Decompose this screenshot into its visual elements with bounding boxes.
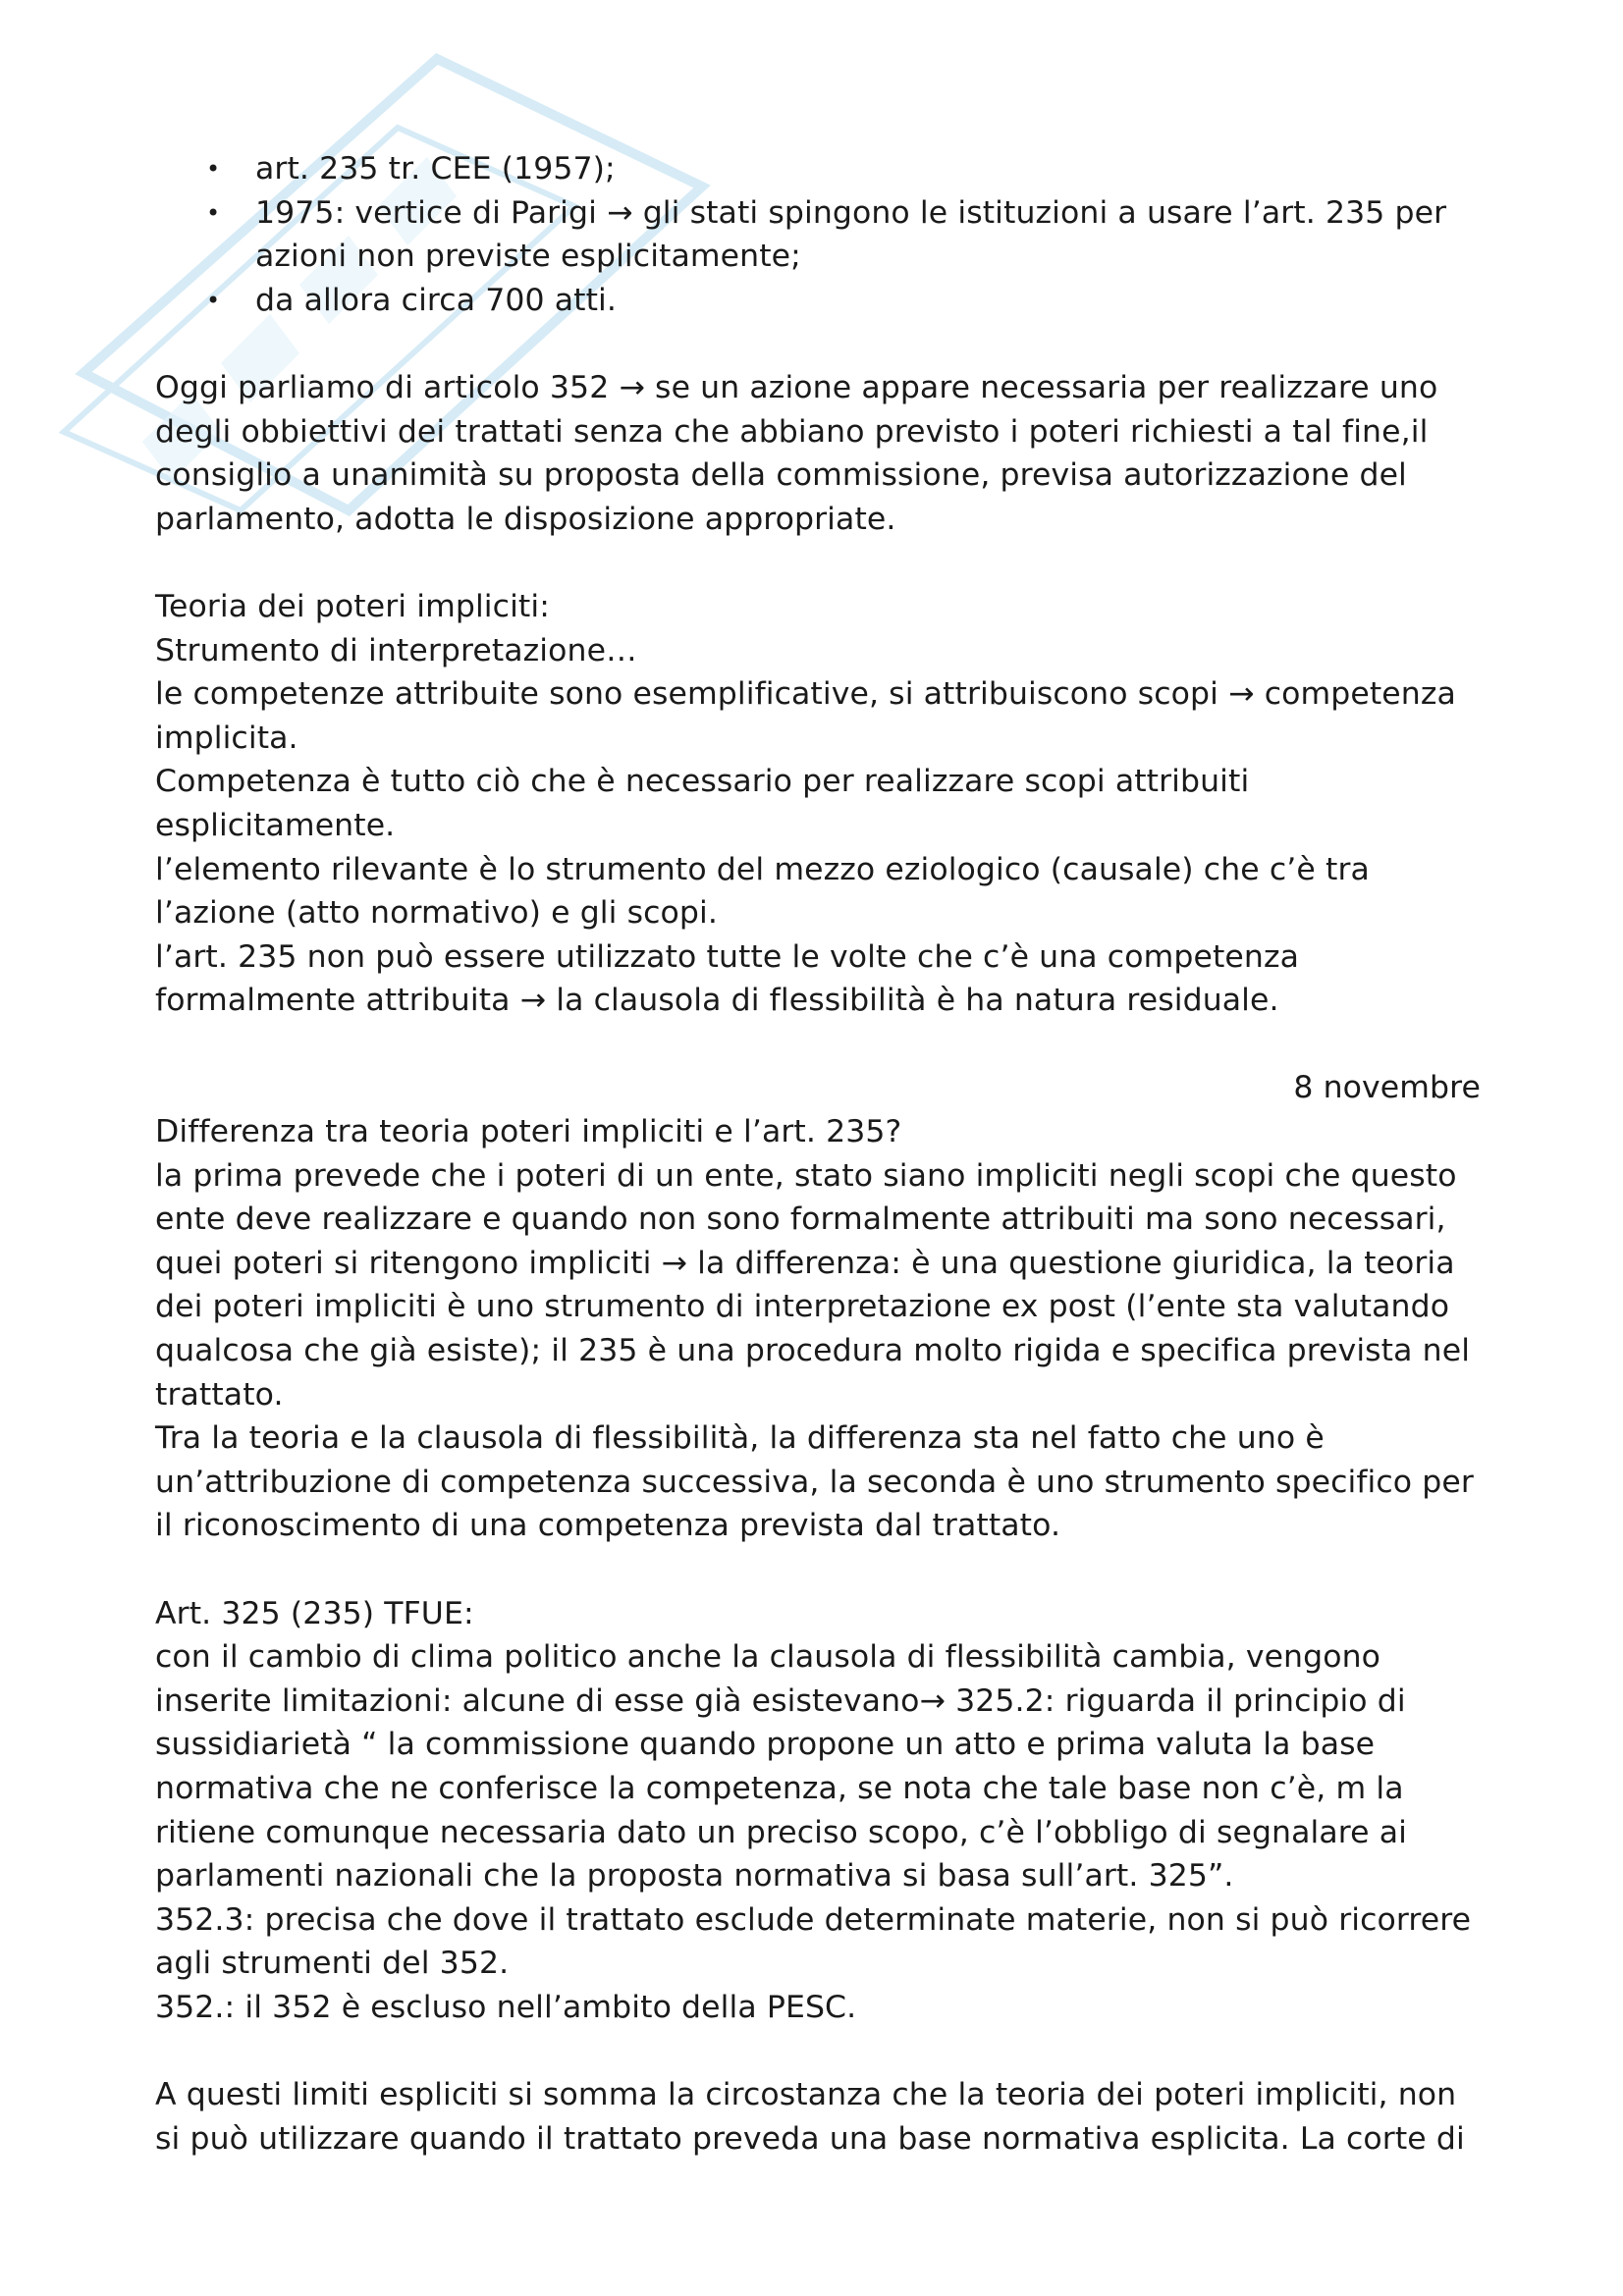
spacer bbox=[155, 541, 1481, 585]
paragraph-line: Strumento di interpretazione… bbox=[155, 632, 637, 668]
paragraph-difference: la prima prevede che i poteri di un ente, stato siano impliciti negli scopi che questo ente deve realizzare e quando non sono formalmente attribuiti ma sono necessari, quei poteri si ritengono impliciti → la differenza: è una questione giuridica, la teoria dei poteri impliciti è uno strumento di interpretazione ex post (l’ente sta valutando qualcosa che già esiste); il 235 è una procedura molto rigida e specifica prevista nel trattato. bbox=[155, 1157, 1471, 1413]
paragraph-line: le competenze attribuite sono esemplificative, si attribuiscono scopi → competenza implicita. bbox=[155, 676, 1456, 756]
paragraph-explicit-limits: A questi limiti espliciti si somma la circostanza che la teoria dei poteri impliciti, non si può utilizzare quando il trattato preveda una base normativa esplicita. La corte di bbox=[155, 2077, 1465, 2157]
spacer bbox=[155, 1548, 1481, 1592]
paragraph-line: l’elemento rilevante è lo strumento del mezzo eziologico (causale) che c’è tra l’azione (atto normativo) e gli scopi. bbox=[155, 851, 1370, 932]
bullet-text: 1975: vertice di Parigi → gli stati spingono le istituzioni a usare l’art. 235 per azioni non previste esplicitamente; bbox=[255, 194, 1447, 275]
date-label: 8 novembre bbox=[1293, 1070, 1481, 1106]
paragraph-article-352: Oggi parliamo di articolo 352 → se un azione appare necessaria per realizzare uno degli obbiettivi dei trattati senza che abbiano previsto i poteri richiesti a tal fine,il consiglio a unanimità su proposta della commissione, previsa autorizzazione del parlamento, adotta le disposizione appropriate. bbox=[155, 369, 1438, 537]
paragraph-line: 352.: il 352 è escluso nell’ambito della PESC. bbox=[155, 1989, 857, 2025]
section-title-implicit-powers: Teoria dei poteri impliciti: bbox=[155, 588, 550, 624]
paragraph-flexibility: Tra la teoria e la clausola di flessibilità, la differenza sta nel fatto che uno è un’attribuzione di competenza successiva, la seconda è uno strumento specifico per il riconoscimento di una competenza prevista dal trattato. bbox=[155, 1420, 1474, 1544]
section-title-difference: Differenza tra teoria poteri impliciti e l’art. 235? bbox=[155, 1114, 902, 1150]
paragraph-line: 352.3: precisa che dove il trattato esclude determinate materie, non si può ricorrere agli strumenti del 352. bbox=[155, 1901, 1472, 1982]
bullet-text: art. 235 tr. CEE (1957); bbox=[255, 151, 616, 187]
bullet-item bbox=[155, 147, 1481, 191]
spacer bbox=[155, 2030, 1481, 2074]
bullet-item bbox=[155, 191, 1481, 279]
paragraph-line: l’art. 235 non può essere utilizzato tutte le volte che c’è una competenza formalmente attribuita → la clausola di flessibilità è ha natura residuale. bbox=[155, 938, 1299, 1019]
bullet-list bbox=[155, 147, 1481, 322]
section-title-art-325: Art. 325 (235) TFUE: bbox=[155, 1595, 474, 1631]
bullet-text: da allora circa 700 atti. bbox=[255, 282, 618, 318]
spacer bbox=[155, 1023, 1481, 1067]
paragraph-line: Competenza è tutto ciò che è necessario per realizzare scopi attribuiti esplicitamente. bbox=[155, 764, 1250, 843]
bullet-dot-icon: • bbox=[206, 155, 221, 183]
spacer bbox=[155, 322, 1481, 366]
paragraph-art-325: con il cambio di clima politico anche la clausola di flessibilità cambia, vengono inserite limitazioni: alcune di esse già esistevano→ 325.2: riguarda il principio di sussidiarietà “ la commissione quando propone un atto e prima valuta la base normativa che ne conferisce la competenza, se nota che tale base non c’è, m la ritiene comunque necessaria dato un preciso scopo, c’è l’obbligo di segnalare ai parlamenti nazionali che la proposta normativa si basa sull’art. 325”. bbox=[155, 1639, 1407, 1895]
document-page bbox=[155, 147, 1481, 2161]
bullet-dot-icon: • bbox=[206, 286, 221, 314]
bullet-item bbox=[155, 279, 1481, 323]
bullet-dot-icon: • bbox=[206, 198, 221, 227]
